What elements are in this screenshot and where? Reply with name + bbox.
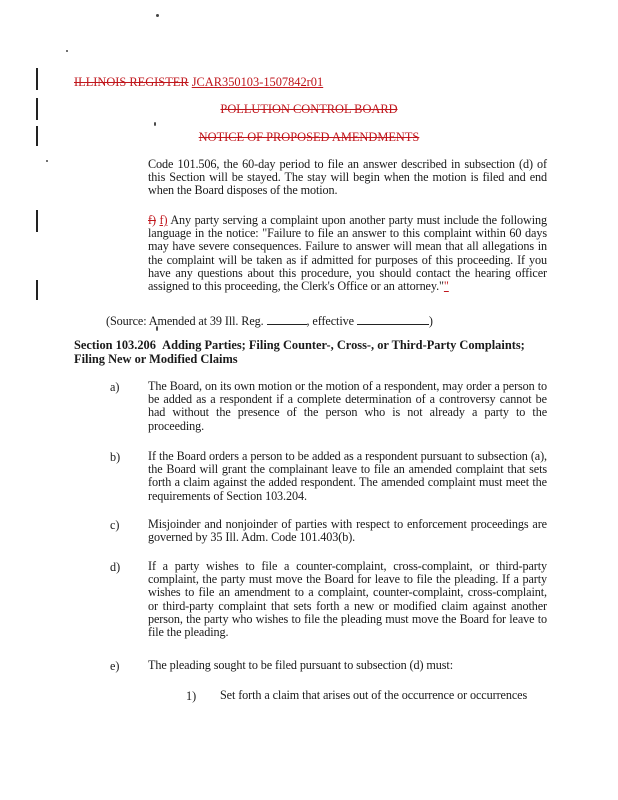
scan-speck bbox=[66, 50, 68, 52]
source-note-middle: , effective bbox=[306, 314, 357, 328]
subsection-d-marker: d) bbox=[110, 560, 121, 574]
inserted-register-id: JCAR350103-1507842r01 bbox=[191, 75, 324, 89]
scan-speck bbox=[46, 160, 48, 162]
item-1-marker: 1) bbox=[186, 689, 197, 703]
board-title: POLLUTION CONTROL BOARD bbox=[220, 102, 398, 116]
section-title: Adding Parties; Filing Counter-, Cross-, or Third-Party Complaints; Filing New or Modified Claims bbox=[74, 338, 525, 366]
source-note bbox=[106, 314, 546, 328]
register-page-blank bbox=[267, 314, 307, 325]
inserted-quote: " bbox=[443, 279, 449, 294]
deleted-marker-f: f) bbox=[148, 213, 156, 227]
deleted-register-title: ILLINOIS REGISTER bbox=[74, 75, 189, 89]
source-note-prefix: (Source: Amended at 39 Ill. Reg. bbox=[106, 314, 267, 328]
register-header bbox=[74, 75, 323, 90]
subsection-b-marker: b) bbox=[110, 450, 121, 464]
revision-bar bbox=[36, 68, 38, 90]
scan-speck bbox=[156, 14, 159, 17]
subsection-b-text: If the Board orders a person to be added as a respondent pursuant to subsection (a), the Board will grant the complainant leave to file an amended complaint that sets forth a claim against the added respondent. The amended complaint must meet the requirements of Section 103.204. bbox=[148, 449, 547, 503]
subsection-a-marker: a) bbox=[110, 380, 120, 394]
paragraph-f bbox=[148, 214, 547, 293]
paragraph-f-text: Any party serving a complaint upon another party must include the following language in the notice: "Failure to file an answer to this complaint within 60 days may have severe consequences. Failure to answer will mean that all allegations in the complaint will be taken as if admitted for purposes of this proceeding. If you have any questions about this procedure, you should contact the hearing officer assigned to this proceeding, the Clerk's Office or an attorney." bbox=[148, 213, 547, 294]
item-1-text: Set forth a claim that arises out of the occurrence or occurrences bbox=[220, 688, 528, 702]
notice-title: NOTICE OF PROPOSED AMENDMENTS bbox=[198, 130, 420, 144]
source-note-suffix: ) bbox=[428, 314, 433, 328]
revision-bar bbox=[36, 280, 38, 300]
effective-date-blank bbox=[357, 314, 429, 325]
inserted-marker-f: f) bbox=[159, 213, 168, 227]
subsection-c-marker: c) bbox=[110, 518, 120, 532]
scan-speck bbox=[154, 122, 156, 126]
subsection-e-text: The pleading sought to be filed pursuant to subsection (d) must: bbox=[148, 658, 454, 672]
subsection-e-marker: e) bbox=[110, 659, 120, 673]
subsection-a-text: The Board, on its own motion or the motion of a respondent, may order a person to be added as a respondent if a complete determination of a controversy cannot be had without the presence of the person who is not already a party to the proceeding. bbox=[148, 379, 547, 433]
carryover-paragraph: Code 101.506, the 60-day period to file an answer described in subsection (d) of this Section will be stayed. The stay will begin when the motion is filed and end when the Board disposes of the motion. bbox=[148, 157, 547, 198]
revision-bar bbox=[36, 210, 38, 232]
subsection-c-text: Misjoinder and nonjoinder of parties with respect to enforcement proceedings are governed by 35 Ill. Adm. Code 101.403(b). bbox=[148, 517, 547, 545]
subsection-d-text: If a party wishes to file a counter-complaint, cross-complaint, or third-party complaint, the party must move the Board for leave to file the pleading. If a party wishes to file an amendment to a complaint, counter-complaint, cross-complaint, or third-party complaint that sets forth a new or modified claim against another person, the party who wishes to file the pleading must move the Board for leave to file the pleading. bbox=[148, 559, 547, 640]
section-number: Section 103.206 bbox=[74, 338, 156, 352]
section-heading bbox=[74, 338, 544, 366]
